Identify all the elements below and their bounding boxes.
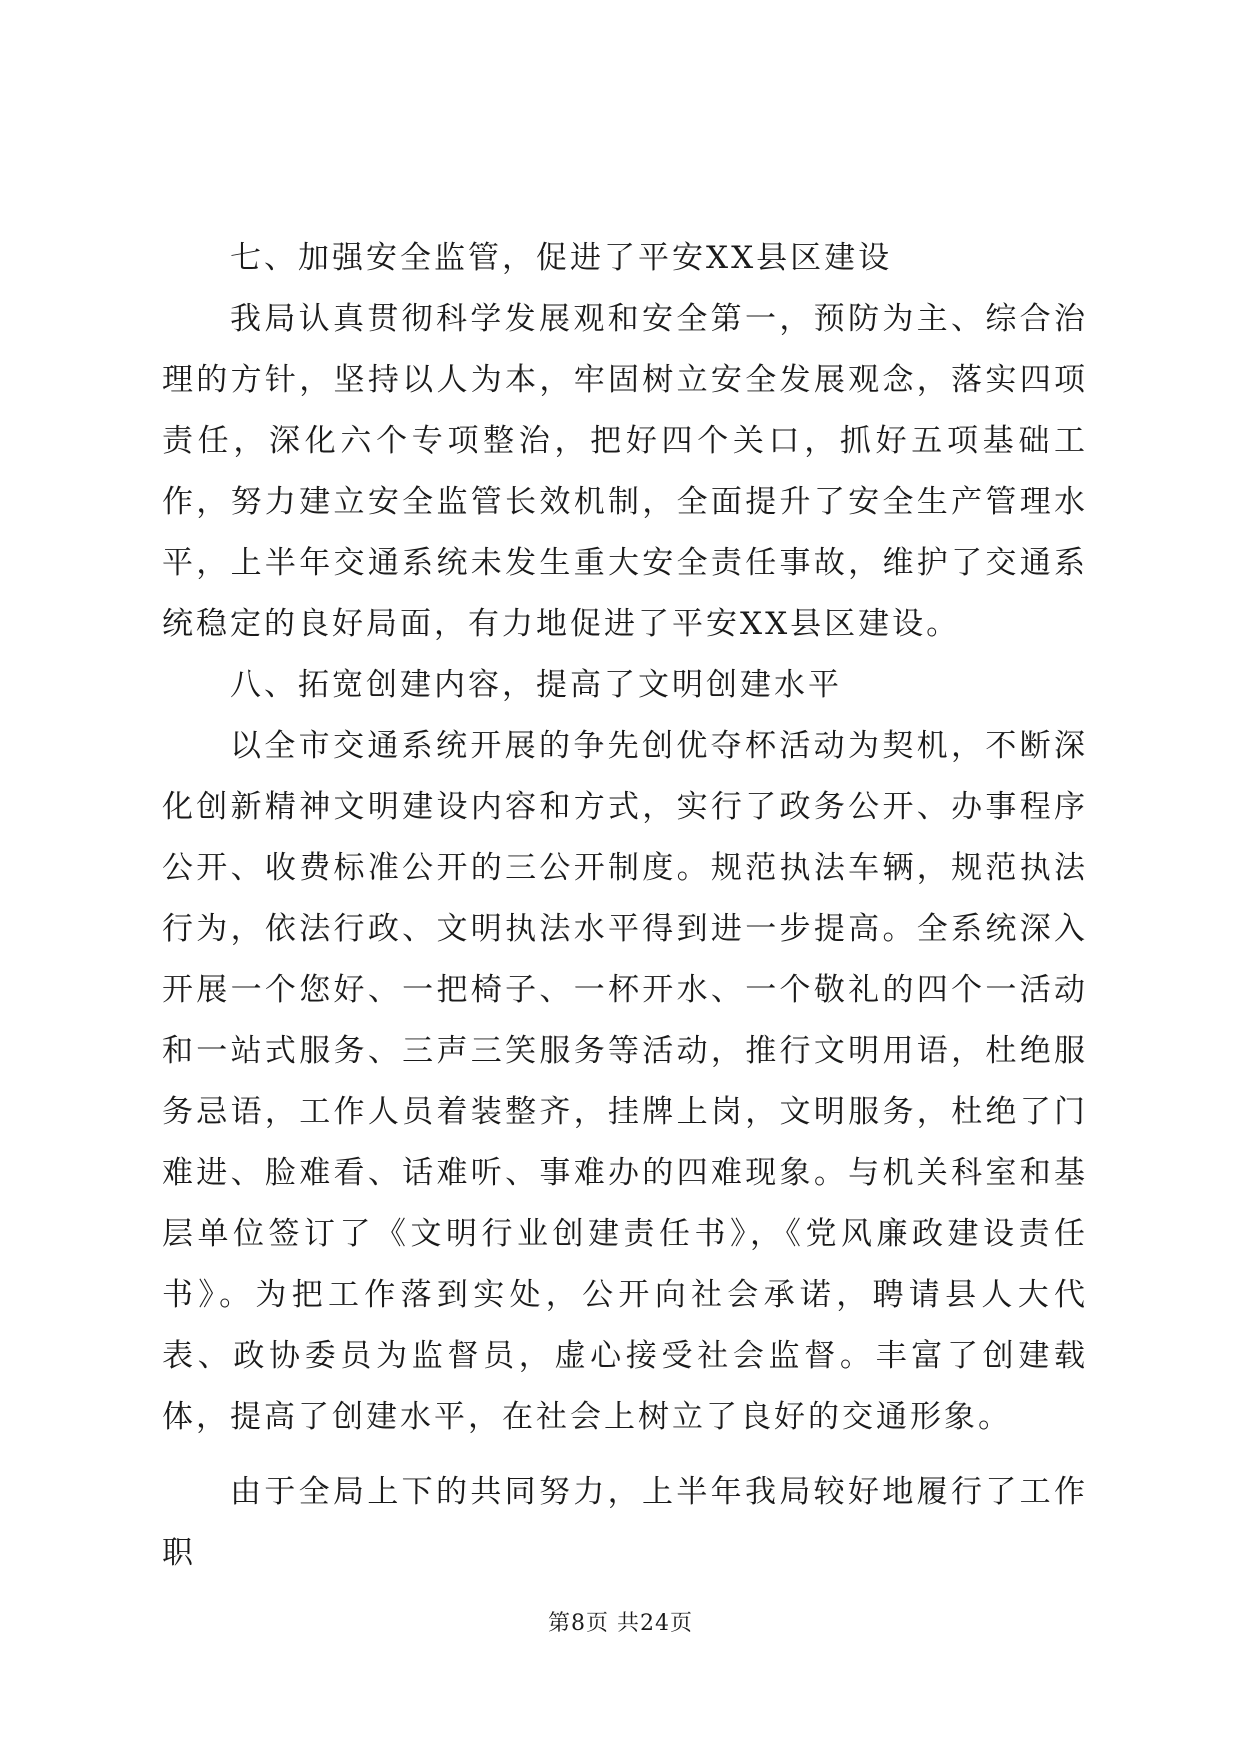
section-paragraph-7: 我局认真贯彻科学发展观和安全第一，预防为主、综合治理的方针，坚持以人为本，牢固树立安全发展观念，落实四项责任，深化六个专项整治，把好四个关口，抓好五项基础工作，努力建立安全监管长效机制，全面提升了安全生产管理水平，上半年交通系统未发生重大安全责任事故，维护了交通系统稳定的良好局面，有力地促进了平安XX县区建设。 [162, 301, 1088, 642]
document-body [162, 228, 1088, 1584]
closing-paragraph: 由于全局上下的共同努力，上半年我局较好地履行了工作职 [162, 1474, 1088, 1571]
section-heading-7: 七、加强安全监管，促进了平安XX县区建设 [230, 240, 893, 276]
section-paragraph-8: 以全市交通系统开展的争先创优夺杯活动为契机，不断深化创新精神文明建设内容和方式，实行了政务公开、办事程序公开、收费标准公开的三公开制度。规范执法车辆，规范执法行为，依法行政、文明执法水平得到进一步提高。全系统深入开展一个您好、一把椅子、一杯开水、一个敬礼的四个一活动和一站式服务、三声三笑服务等活动，推行文明用语，杜绝服务忌语，工作人员着装整齐，挂牌上岗，文明服务，杜绝了门难进、脸难看、话难听、事难办的四难现象。与机关科室和基层单位签订了《文明行业创建责任书》，《党风廉政建设责任书》。为把工作落到实处，公开向社会承诺，聘请县人大代表、政协委员为监督员，虚心接受社会监督。丰富了创建载体，提高了创建水平，在社会上树立了良好的交通形象。 [162, 728, 1088, 1435]
page-number-footer: 第8页 共24页 [548, 1611, 693, 1636]
section-heading-8: 八、拓宽创建内容，提高了文明创建水平 [230, 667, 842, 703]
